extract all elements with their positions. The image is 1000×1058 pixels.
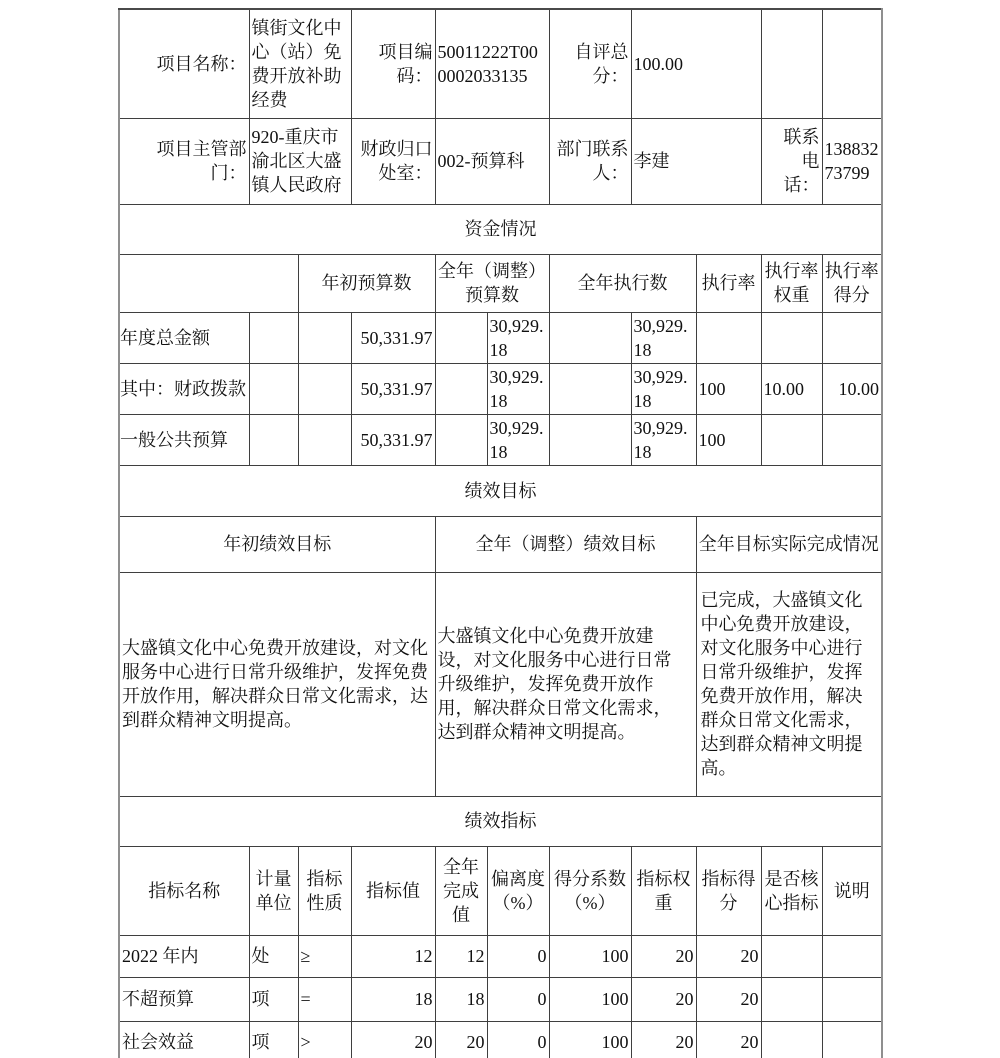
indicator-col-completed: 全年完成值 bbox=[435, 846, 487, 935]
indicator-col-note: 说明 bbox=[822, 846, 882, 935]
finance-office-value: 002-预算科 bbox=[435, 118, 549, 204]
project-code-value: 50011222T000002033135 bbox=[435, 9, 549, 118]
indicator-target: 18 bbox=[351, 977, 435, 1021]
funding-rate: 100 bbox=[696, 414, 761, 465]
funding-adjusted-budget: 30,929.18 bbox=[487, 312, 549, 363]
funding-rate-weight: 10.00 bbox=[761, 363, 822, 414]
empty-cell bbox=[298, 312, 351, 363]
self-score-label: 自评总分： bbox=[549, 9, 631, 118]
empty-cell bbox=[435, 363, 487, 414]
indicator-deviation: 0 bbox=[487, 935, 549, 977]
project-name-label: 项目名称： bbox=[119, 9, 249, 118]
indicator-col-deviation: 偏离度（%） bbox=[487, 846, 549, 935]
funding-col-rate: 执行率 bbox=[696, 254, 761, 312]
funding-col-adjusted: 全年（调整）预算数 bbox=[435, 254, 549, 312]
goals-col-initial: 年初绩效目标 bbox=[119, 516, 435, 572]
empty-cell bbox=[549, 363, 631, 414]
empty-cell bbox=[822, 9, 882, 118]
funding-rate-score: 10.00 bbox=[822, 363, 882, 414]
indicator-score-coeff: 100 bbox=[549, 977, 631, 1021]
funding-section-title: 资金情况 bbox=[119, 204, 882, 254]
indicator-name: 2022 年内 bbox=[119, 935, 249, 977]
indicators-section-row bbox=[119, 796, 882, 846]
empty-cell bbox=[249, 312, 298, 363]
self-score-value: 100.00 bbox=[631, 9, 761, 118]
project-code-label: 项目编码： bbox=[351, 9, 435, 118]
funding-header-row bbox=[119, 254, 882, 312]
indicator-score-coeff: 100 bbox=[549, 1021, 631, 1058]
indicator-name: 不超预算 bbox=[119, 977, 249, 1021]
goals-adjusted-text: 大盛镇文化中心免费开放建设，对文化服务中心进行日常升级维护，发挥免费开放作用，解决群众日常文化需求，达到群众精神文明提高。 bbox=[435, 572, 696, 796]
goals-actual-text: 已完成，大盛镇文化中心免费开放建设，对文化服务中心进行日常升级维护，发挥免费开放作用，解决群众日常文化需求，达到群众精神文明提高。 bbox=[696, 572, 882, 796]
funding-initial-budget: 50,331.97 bbox=[351, 312, 435, 363]
empty-cell bbox=[119, 254, 298, 312]
empty-cell bbox=[549, 414, 631, 465]
goals-section-title: 绩效目标 bbox=[119, 465, 882, 516]
indicators-header-row bbox=[119, 846, 882, 935]
indicator-nature: ≥ bbox=[298, 935, 351, 977]
contact-label: 部门联系人： bbox=[549, 118, 631, 204]
indicator-name: 社会效益 bbox=[119, 1021, 249, 1058]
indicator-completed: 20 bbox=[435, 1021, 487, 1058]
indicator-nature: = bbox=[298, 977, 351, 1021]
evaluation-table bbox=[118, 8, 883, 1058]
indicator-row-budget bbox=[119, 977, 882, 1021]
goals-text-row bbox=[119, 572, 882, 796]
indicator-score-coeff: 100 bbox=[549, 935, 631, 977]
indicator-row-social bbox=[119, 1021, 882, 1058]
indicator-col-name: 指标名称 bbox=[119, 846, 249, 935]
indicator-deviation: 0 bbox=[487, 1021, 549, 1058]
funding-row-total bbox=[119, 312, 882, 363]
funding-row-label: 其中：财政拨款 bbox=[119, 363, 249, 414]
indicator-col-nature: 指标性质 bbox=[298, 846, 351, 935]
indicator-weight: 20 bbox=[631, 935, 696, 977]
contact-value: 李建 bbox=[631, 118, 761, 204]
indicator-score: 20 bbox=[696, 977, 761, 1021]
funding-rate-weight bbox=[761, 312, 822, 363]
indicator-col-score: 指标得分 bbox=[696, 846, 761, 935]
indicator-unit: 项 bbox=[249, 977, 298, 1021]
funding-col-rate-weight: 执行率权重 bbox=[761, 254, 822, 312]
empty-cell bbox=[249, 414, 298, 465]
empty-cell bbox=[249, 363, 298, 414]
goals-col-actual: 全年目标实际完成情况 bbox=[696, 516, 882, 572]
funding-rate: 100 bbox=[696, 363, 761, 414]
empty-cell bbox=[298, 414, 351, 465]
indicator-score: 20 bbox=[696, 935, 761, 977]
dept-value: 920-重庆市渝北区大盛镇人民政府 bbox=[249, 118, 351, 204]
goals-header-row bbox=[119, 516, 882, 572]
indicator-target: 12 bbox=[351, 935, 435, 977]
empty-cell bbox=[435, 414, 487, 465]
indicator-core bbox=[761, 977, 822, 1021]
indicator-col-target: 指标值 bbox=[351, 846, 435, 935]
funding-col-initial: 年初预算数 bbox=[298, 254, 435, 312]
indicator-completed: 18 bbox=[435, 977, 487, 1021]
indicator-core bbox=[761, 935, 822, 977]
funding-executed: 30,929.18 bbox=[631, 312, 696, 363]
indicator-col-score-coeff: 得分系数（%） bbox=[549, 846, 631, 935]
funding-rate-score bbox=[822, 414, 882, 465]
empty-cell bbox=[298, 363, 351, 414]
phone-value: 1388327​3799 bbox=[822, 118, 882, 204]
funding-col-executed: 全年执行数 bbox=[549, 254, 696, 312]
funding-row-public-budget bbox=[119, 414, 882, 465]
project-info-row-2 bbox=[119, 118, 882, 204]
funding-rate-score bbox=[822, 312, 882, 363]
phone-label: 联系电话： bbox=[761, 118, 822, 204]
indicator-score: 20 bbox=[696, 1021, 761, 1058]
funding-executed: 30,929.18 bbox=[631, 414, 696, 465]
indicator-col-core: 是否核心指标 bbox=[761, 846, 822, 935]
funding-rate-weight bbox=[761, 414, 822, 465]
indicator-target: 20 bbox=[351, 1021, 435, 1058]
funding-initial-budget: 50,331.97 bbox=[351, 414, 435, 465]
empty-cell bbox=[549, 312, 631, 363]
indicator-completed: 12 bbox=[435, 935, 487, 977]
funding-row-label: 一般公共预算 bbox=[119, 414, 249, 465]
indicator-deviation: 0 bbox=[487, 977, 549, 1021]
funding-rate bbox=[696, 312, 761, 363]
goals-section-row bbox=[119, 465, 882, 516]
indicator-note bbox=[822, 935, 882, 977]
indicator-core bbox=[761, 1021, 822, 1058]
funding-col-rate-score: 执行率得分 bbox=[822, 254, 882, 312]
funding-section-row bbox=[119, 204, 882, 254]
funding-row-label: 年度总金额 bbox=[119, 312, 249, 363]
funding-row-fiscal bbox=[119, 363, 882, 414]
funding-adjusted-budget: 30,929.18 bbox=[487, 363, 549, 414]
funding-adjusted-budget: 30,929.18 bbox=[487, 414, 549, 465]
indicator-nature: > bbox=[298, 1021, 351, 1058]
dept-label: 项目主管部门： bbox=[119, 118, 249, 204]
goals-col-adjusted: 全年（调整）绩效目标 bbox=[435, 516, 696, 572]
project-name-value: 镇街文化中心（站）免费开放补助经费 bbox=[249, 9, 351, 118]
project-info-row-1 bbox=[119, 9, 882, 118]
indicator-col-unit: 计量单位 bbox=[249, 846, 298, 935]
indicator-note bbox=[822, 1021, 882, 1058]
goals-initial-text: 大盛镇文化中心免费开放建设，对文化服务中心进行日常升级维护，发挥免费开放作用，解决群众日常文化需求，达到群众精神文明提高。 bbox=[119, 572, 435, 796]
indicators-section-title: 绩效指标 bbox=[119, 796, 882, 846]
funding-executed: 30,929.18 bbox=[631, 363, 696, 414]
empty-cell bbox=[435, 312, 487, 363]
indicator-row-2022 bbox=[119, 935, 882, 977]
indicator-weight: 20 bbox=[631, 1021, 696, 1058]
funding-initial-budget: 50,331.97 bbox=[351, 363, 435, 414]
finance-office-label: 财政归口处室： bbox=[351, 118, 435, 204]
empty-cell bbox=[761, 9, 822, 118]
indicator-weight: 20 bbox=[631, 977, 696, 1021]
indicator-note bbox=[822, 977, 882, 1021]
indicator-unit: 项 bbox=[249, 1021, 298, 1058]
indicator-unit: 处 bbox=[249, 935, 298, 977]
indicator-col-weight: 指标权重 bbox=[631, 846, 696, 935]
